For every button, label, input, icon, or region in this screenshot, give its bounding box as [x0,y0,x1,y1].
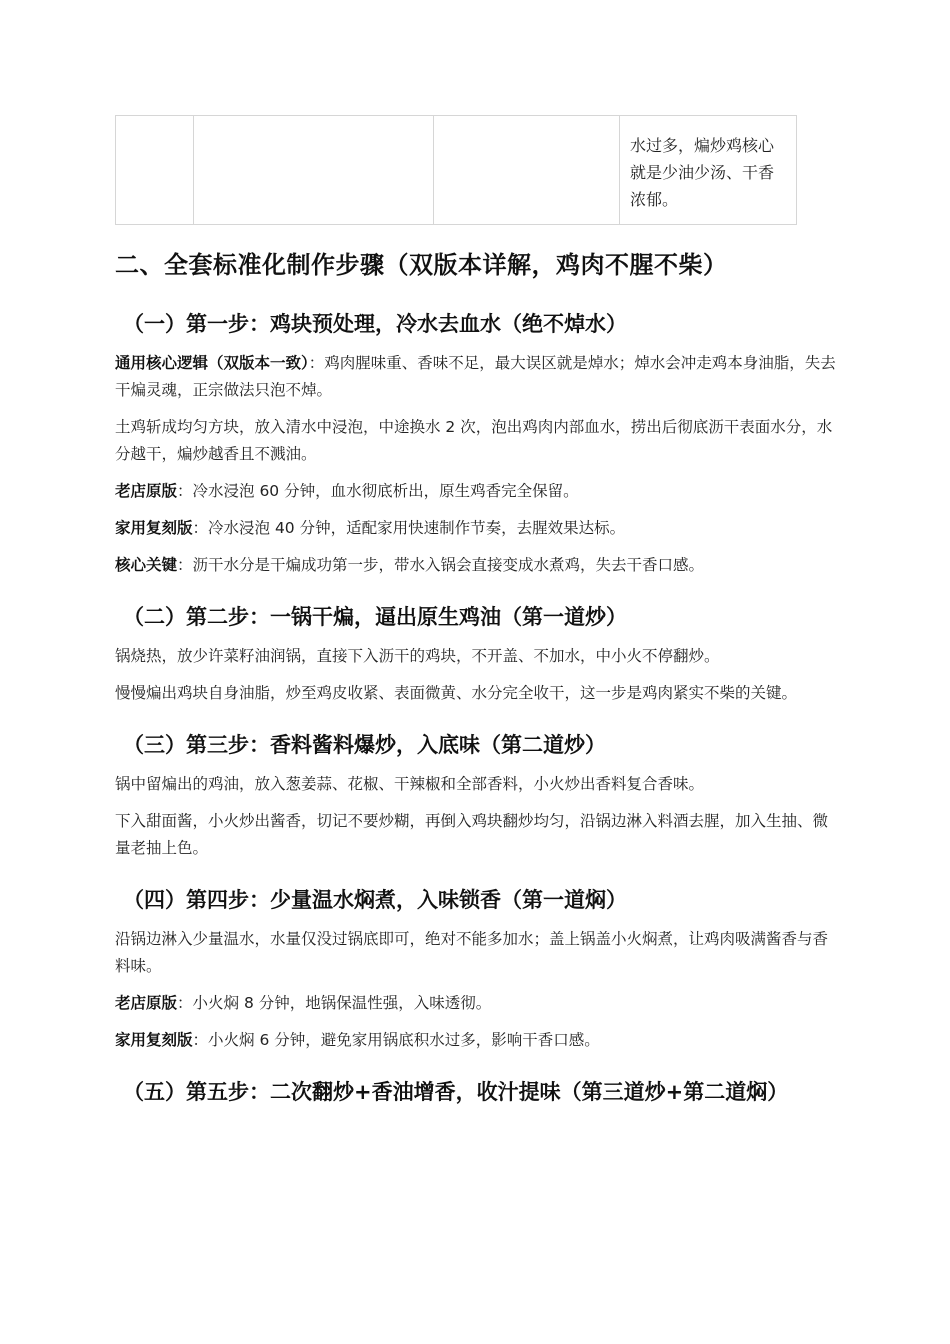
section-title: 二、全套标准化制作步骤（双版本详解，鸡肉不腥不柴） [115,251,728,279]
paragraph-label: 家用复刻版 [115,519,193,537]
paragraph [115,643,837,670]
paragraph-text: ：鸡肉腥味重、香味不足，最大误区就是焯水；焯水会冲走鸡本身油脂，失去干煸灵魂，正宗做法只泡不焯。 [115,354,836,399]
paragraph-text: 下入甜面酱，小火炒出酱香，切记不要炒糊，再倒入鸡块翻炒均匀，沿锅边淋入料酒去腥，加入生抽、微量老抽上色。 [115,812,829,857]
table-fragment [115,115,797,225]
table-cell [434,116,620,224]
step-title-2: （二）第二步：一锅干煸，逼出原生鸡油（第一道炒） [123,605,627,629]
paragraph-text: 沿锅边淋入少量温水，水量仅没过锅底即可，绝对不能多加水；盖上锅盖小火焖煮，让鸡肉吸满酱香与香料味。 [115,930,829,975]
paragraph [115,926,837,980]
paragraph [115,350,837,404]
paragraph-text: ：小火焖 6 分钟，避免家用锅底积水过多，影响干香口感。 [192,1031,600,1049]
paragraph [115,808,837,862]
paragraph-label: 老店原版 [115,994,178,1012]
paragraph-text: ：冷水浸泡 60 分钟，血水彻底析出，原生鸡香完全保留。 [177,482,579,500]
step-title-3: （三）第三步：香料酱料爆炒，入底味（第二道炒） [123,733,606,757]
table-cell-text: 水过多，煸炒鸡核心就是少油少汤、干香浓郁。 [630,136,775,209]
table-cell [194,116,434,224]
paragraph-label: 核心关键 [115,556,178,574]
step-title-4: （四）第四步：少量温水焖煮，入味锁香（第一道焖） [123,888,627,912]
paragraph [115,680,837,707]
paragraph-text: 慢慢煸出鸡块自身油脂，炒至鸡皮收紧、表面微黄、水分完全收干，这一步是鸡肉紧实不柴的关键。 [115,684,798,702]
step-title-5: （五）第五步：二次翻炒+香油增香，收汁提味（第三道炒+第二道焖） [123,1080,789,1104]
paragraph [115,515,837,542]
paragraph [115,771,837,798]
paragraph [115,1027,837,1054]
paragraph [115,552,837,579]
paragraph [115,478,837,505]
paragraph-text: ：冷水浸泡 40 分钟，适配家用快速制作节奏，去腥效果达标。 [192,519,626,537]
paragraph [115,990,837,1017]
paragraph-text: 锅烧热，放少许菜籽油润锅，直接下入沥干的鸡块，不开盖、不加水，中小火不停翻炒。 [115,647,720,665]
paragraph-text: 土鸡斩成均匀方块，放入清水中浸泡，中途换水 2 次，泡出鸡肉内部血水，捞出后彻底沥干表面水分，水分越干，煸炒越香且不溅油。 [115,418,833,463]
step-title-1: （一）第一步：鸡块预处理，冷水去血水（绝不焯水） [123,312,627,336]
paragraph-label: 家用复刻版 [115,1031,193,1049]
paragraph-text: ：沥干水分是干煸成功第一步，带水入锅会直接变成水煮鸡，失去干香口感。 [177,556,705,574]
paragraph-text: ：小火焖 8 分钟，地锅保温性强，入味透彻。 [177,994,492,1012]
paragraph-label: 老店原版 [115,482,178,500]
document-content [115,248,837,1118]
table-cell [116,116,194,224]
paragraph-label: 通用核心逻辑（双版本一致） [115,354,309,372]
paragraph-text: 锅中留煸出的鸡油，放入葱姜蒜、花椒、干辣椒和全部香料，小火炒出香料复合香味。 [115,775,705,793]
paragraph [115,414,837,468]
